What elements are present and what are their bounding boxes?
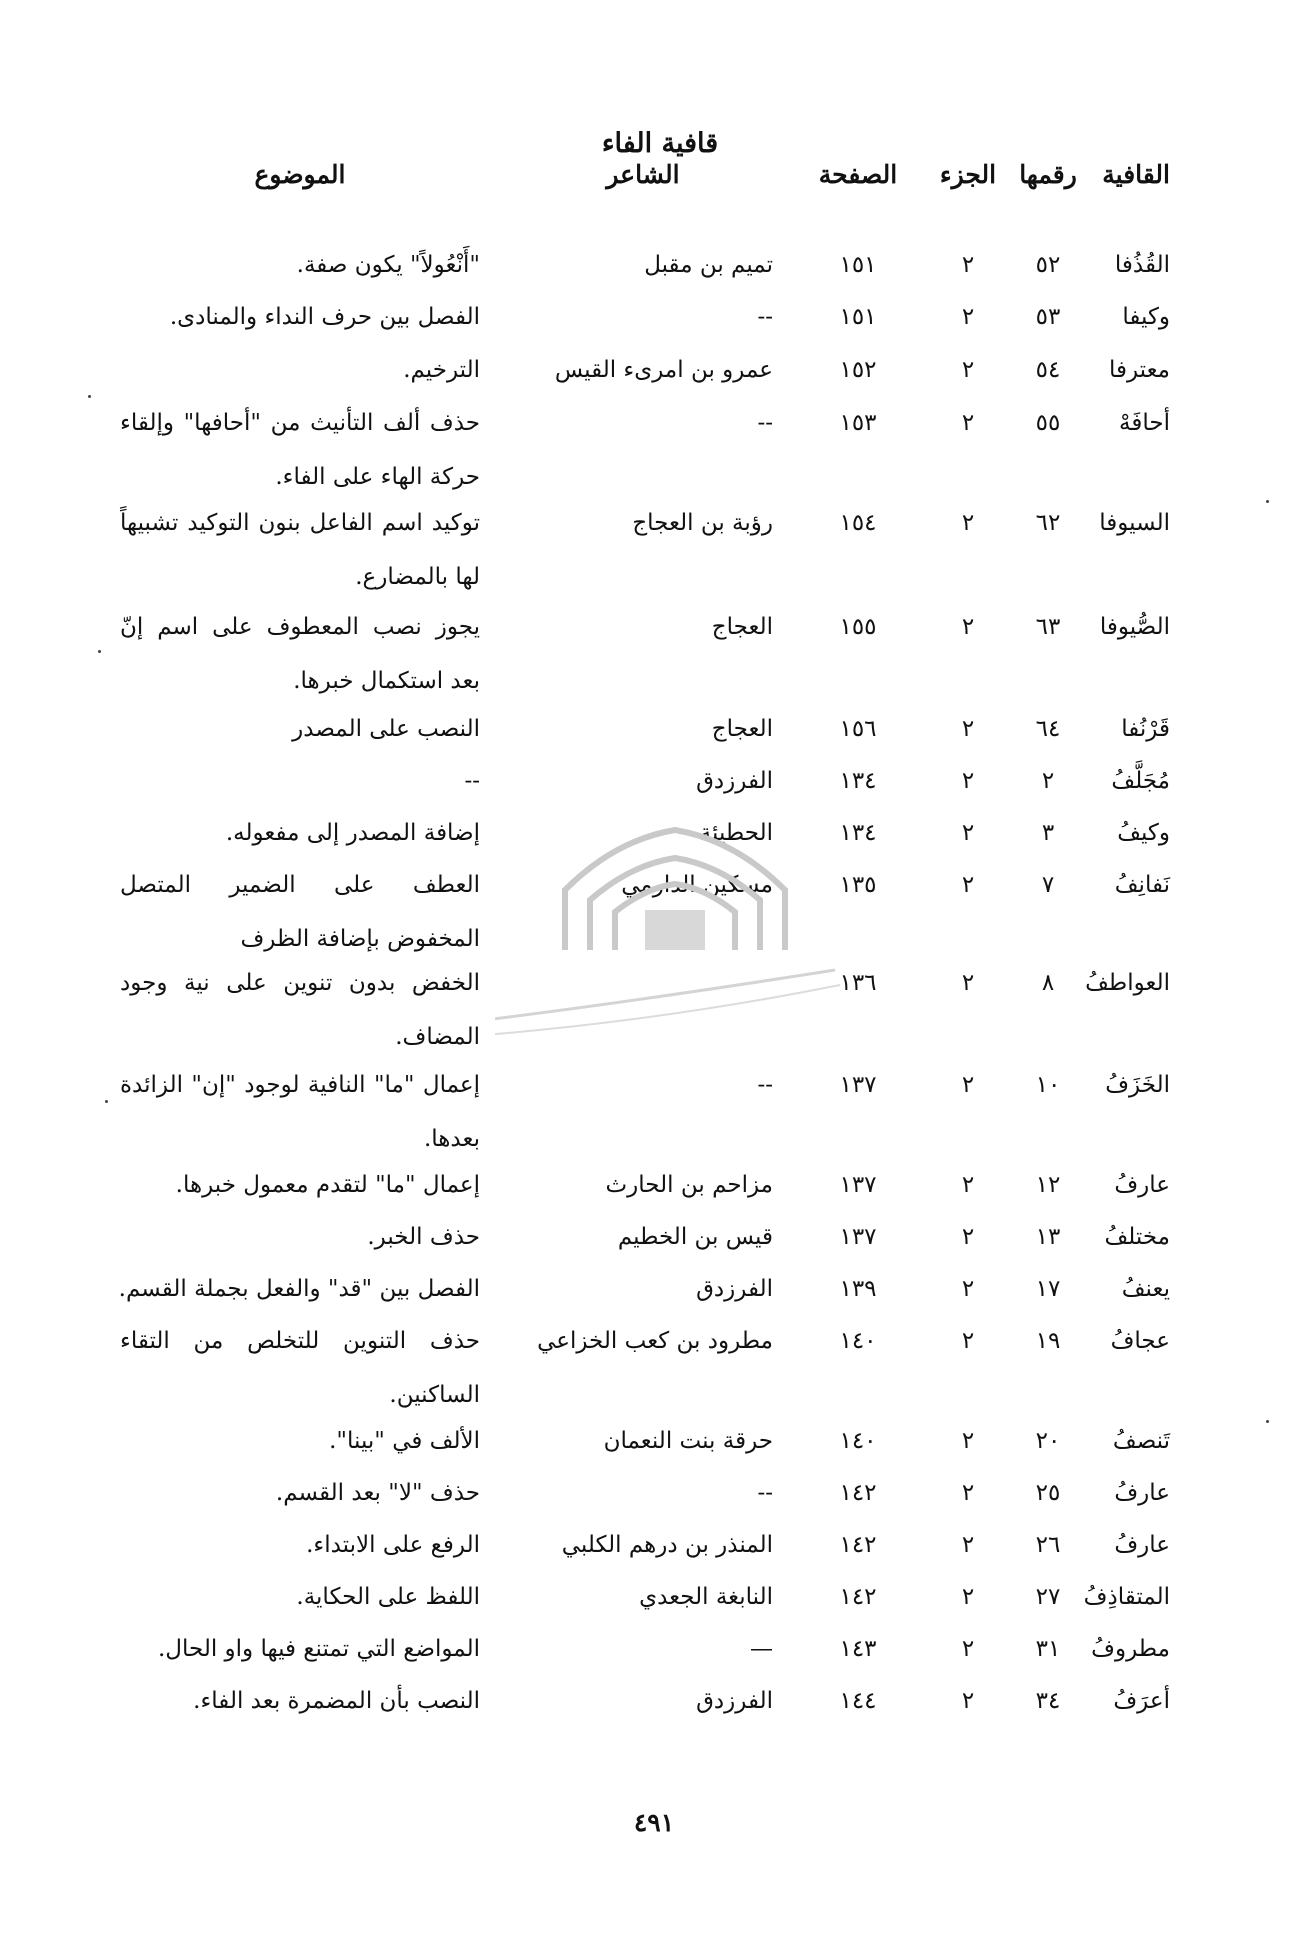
poet-cell: الحطيئة [699,820,773,846]
rhyme-cell: العواطفُ [1085,970,1170,996]
rhyme-cell: القُذُفا [1114,252,1170,278]
page-cell: ١٣٦ [839,970,877,996]
poet-cell: عمرو بن امرىء القيس [554,357,773,383]
number-cell: ٥٢ [1035,252,1061,278]
number-cell: ٢ [1041,768,1055,794]
poet-cell: النابغة الجعدي [639,1584,773,1610]
page-cell: ١٥١ [839,304,877,330]
number-cell: ١٣ [1035,1224,1061,1250]
page-cell: ١٤٣ [839,1636,877,1662]
part-cell: ٢ [961,716,975,742]
topic-cell: الألف في "بينا". [329,1428,480,1454]
number-cell: ٢٧ [1035,1584,1061,1610]
poet-cell: -- [757,1480,773,1506]
rhyme-cell: نَفانِفُ [1114,872,1170,898]
part-cell: ٢ [961,1532,975,1558]
part-cell: ٢ [961,1172,975,1198]
topic-cell: اللفظ على الحكاية. [296,1584,480,1610]
part-cell: ٢ [961,768,975,794]
number-cell: ٦٢ [1035,510,1061,536]
topic-cell: "أَنْعُولاً" يكون صفة. [296,252,480,278]
scan-speck [1266,1420,1269,1423]
number-cell: ٢٥ [1035,1480,1061,1506]
page-cell: ١٤٠ [839,1428,877,1454]
page-cell: ١٥٥ [839,614,877,640]
page-cell: ١٣٧ [839,1072,877,1098]
header-rhyme: القافية [1102,160,1170,189]
rhyme-cell: معترفا [1108,357,1170,383]
scan-speck [105,1100,108,1103]
poet-cell: -- [757,304,773,330]
scan-speck [88,395,91,398]
topic-cell: الخفض بدون تنوين على نية وجود المضاف. [120,970,480,1050]
scan-speck [98,650,101,653]
part-cell: ٢ [961,1072,975,1098]
topic-cell: حذف "لا" بعد القسم. [275,1480,480,1506]
number-cell: ٢٦ [1035,1532,1061,1558]
rhyme-cell: مختلفُ [1104,1224,1170,1250]
page-cell: ١٣٥ [839,872,877,898]
page-cell: ١٤٠ [839,1328,877,1354]
rhyme-cell: الصُّيوفا [1099,614,1170,640]
page-cell: ١٤٢ [839,1480,877,1506]
rhyme-cell: السيوفا [1099,510,1170,536]
poet-cell: العجاج [711,614,773,640]
scan-speck [1266,500,1269,503]
rhyme-cell: الخَزَفُ [1105,1072,1170,1098]
topic-cell: إعمال "ما" لتقدم معمول خبرها. [175,1172,480,1198]
poet-cell: — [750,1636,773,1662]
number-cell: ١٠ [1035,1072,1061,1098]
poet-cell: تميم بن مقبل [644,252,773,278]
part-cell: ٢ [961,304,975,330]
rhyme-cell: أعرَفُ [1113,1688,1170,1714]
rhyme-cell: عارفُ [1114,1480,1170,1506]
number-cell: ٦٤ [1035,716,1061,742]
poet-cell: قيس بن الخطيم [617,1224,773,1250]
topic-cell: الفصل بين حرف النداء والمنادى. [169,304,480,330]
poet-cell: مطرود بن كعب الخزاعي [537,1328,773,1354]
poet-cell: المنذر بن درهم الكلبي [561,1532,773,1558]
poet-cell: الفرزدق [696,768,773,794]
number-cell: ٣١ [1035,1636,1061,1662]
topic-cell: حذف ألف التأنيث من "أحافها" وإلقاء حركة الهاء على الفاء. [120,410,480,490]
part-cell: ٢ [961,614,975,640]
page-cell: ١٣٤ [839,820,877,846]
part-cell: ٢ [961,872,975,898]
header-part: الجزء [939,160,997,189]
number-cell: ٣ [1041,820,1055,846]
part-cell: ٢ [961,1224,975,1250]
topic-cell: الرفع على الابتداء. [306,1532,480,1558]
part-cell: ٢ [961,1480,975,1506]
topic-cell: إعمال "ما" النافية لوجود "إن" الزائدة بعدها. [120,1072,480,1152]
poet-cell: -- [757,410,773,436]
topic-cell: الترخيم. [403,357,480,383]
number-cell: ١٩ [1035,1328,1061,1354]
poet-cell: الفرزدق [696,1688,773,1714]
part-cell: ٢ [961,1584,975,1610]
header-number: رقمها [1019,160,1077,189]
number-cell: ١٧ [1035,1276,1061,1302]
number-cell: ٦٣ [1035,614,1061,640]
page-cell: ١٥٢ [839,357,877,383]
section-title: قافية الفاء [601,128,719,159]
poet-cell: -- [757,1072,773,1098]
part-cell: ٢ [961,1636,975,1662]
page-cell: ١٣٧ [839,1224,877,1250]
part-cell: ٢ [961,1428,975,1454]
number-cell: ٥٤ [1035,357,1061,383]
number-cell: ٣٤ [1035,1688,1061,1714]
topic-cell: -- [464,768,480,794]
poet-cell: العجاج [711,716,773,742]
topic-cell: إضافة المصدر إلى مفعوله. [225,820,480,846]
topic-cell: توكيد اسم الفاعل بنون التوكيد تشبيهاً لها بالمضارع. [120,510,480,590]
topic-cell: الفصل بين "قد" والفعل بجملة القسم. [118,1276,480,1302]
header-page: الصفحة [818,160,898,189]
page-cell: ١٤٢ [839,1532,877,1558]
rhyme-cell: مطروفُ [1091,1636,1170,1662]
rhyme-cell: قَرْنُفا [1121,716,1170,742]
rhyme-cell: وكيفُ [1117,820,1170,846]
part-cell: ٢ [961,410,975,436]
page-cell: ١٤٤ [839,1688,877,1714]
topic-cell: حذف الخبر. [367,1224,480,1250]
number-cell: ٥٣ [1035,304,1061,330]
rhyme-cell: مُجَلَّفُ [1111,768,1170,794]
part-cell: ٢ [961,1328,975,1354]
number-cell: ١٢ [1035,1172,1061,1198]
topic-cell: يجوز نصب المعطوف على اسم إنّ بعد استكمال خبرها. [120,614,480,694]
part-cell: ٢ [961,970,975,996]
part-cell: ٢ [961,252,975,278]
topic-cell: حذف التنوين للتخلص من التقاء الساكنين. [120,1328,480,1408]
page-cell: ١٣٤ [839,768,877,794]
header-poet: الشاعر [606,160,680,189]
page-cell: ١٥١ [839,252,877,278]
page-cell: ١٣٧ [839,1172,877,1198]
part-cell: ٢ [961,357,975,383]
header-topic: الموضوع [254,160,346,189]
rhyme-cell: تَنصفُ [1112,1428,1170,1454]
page-cell: ١٥٣ [839,410,877,436]
number-cell: ٧ [1041,872,1055,898]
page-cell: ١٥٦ [839,716,877,742]
part-cell: ٢ [961,820,975,846]
poet-cell: مزاحم بن الحارث [605,1172,773,1198]
page-number: ٤٩١ [633,1808,675,1837]
rhyme-cell: عارفُ [1114,1532,1170,1558]
part-cell: ٢ [961,1688,975,1714]
poet-cell: الفرزدق [696,1276,773,1302]
page-cell: ١٤٢ [839,1584,877,1610]
rhyme-cell: أحافَهْ [1119,410,1170,436]
part-cell: ٢ [961,1276,975,1302]
page-cell: ١٣٩ [839,1276,877,1302]
rhyme-cell: عارفُ [1114,1172,1170,1198]
poet-cell: رؤبة بن العجاج [632,510,773,536]
topic-cell: النصب بأن المضمرة بعد الفاء. [193,1688,480,1714]
topic-cell: المواضع التي تمتنع فيها واو الحال. [157,1636,480,1662]
rhyme-cell: يعنفُ [1121,1276,1170,1302]
watermark-logo [495,820,855,1080]
topic-cell: النصب على المصدر [292,716,480,742]
poet-cell: حرقة بنت النعمان [603,1428,773,1454]
page-cell: ١٥٤ [839,510,877,536]
rhyme-cell: وكيفا [1122,304,1170,330]
part-cell: ٢ [961,510,975,536]
rhyme-cell: عجافُ [1110,1328,1170,1354]
number-cell: ٥٥ [1035,410,1061,436]
number-cell: ٨ [1041,970,1055,996]
number-cell: ٢٠ [1035,1428,1061,1454]
rhyme-cell: المتقاذِفُ [1083,1584,1170,1610]
poet-cell: مسكين الدارمي [621,872,773,898]
topic-cell: العطف على الضمير المتصل المخفوض بإضافة الظرف [120,872,480,952]
